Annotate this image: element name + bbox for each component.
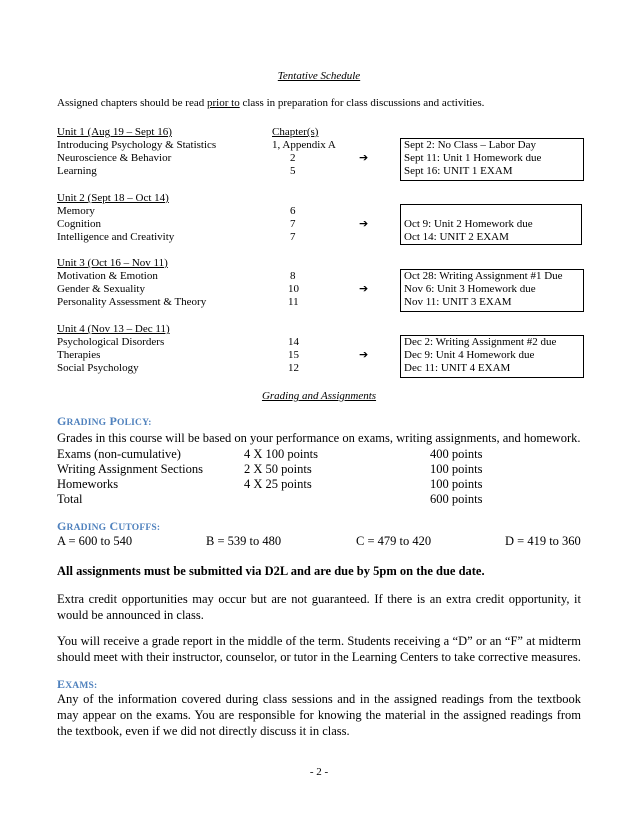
topic: Cognition	[57, 218, 102, 230]
schedule-title: Tentative Schedule	[277, 70, 361, 82]
heading-initial: G	[57, 519, 67, 533]
date-item: Sept 16: UNIT 1 EXAM	[404, 165, 513, 177]
schedule-intro	[57, 97, 484, 110]
chapter: 1, Appendix A	[272, 139, 336, 151]
intro-after: class in preparation for class discussions and activities.	[239, 97, 485, 109]
topic: Introducing Psychology & Statistics	[57, 139, 217, 151]
exams-heading	[57, 677, 97, 692]
heading-rest: RADING	[66, 418, 107, 428]
chapter: 7	[290, 218, 296, 230]
page-number: - 2 -	[309, 766, 329, 778]
date-item: Sept 11: Unit 1 Homework due	[404, 152, 542, 164]
topic: Neuroscience & Behavior	[57, 152, 172, 164]
submission-note: All assignments must be submitted via D2L and are due by 5pm on the due date.	[57, 564, 485, 578]
exams-text: Any of the information covered during class sessions and in the assigned readings from the textbook may appear on the exams. You are responsible for knowing the material in the assigned readings from the textbook, even if we did not directly discuss it in class.	[57, 692, 581, 738]
dates-box	[400, 138, 584, 181]
right-arrow-icon: ➔	[359, 151, 369, 164]
intro-underlined: prior to	[207, 97, 240, 109]
topic: Memory	[57, 205, 95, 217]
cutoff-a: A = 600 to 540	[57, 534, 133, 548]
heading-initial: C	[109, 519, 119, 533]
chapter: 12	[288, 362, 299, 374]
right-arrow-icon: ➔	[359, 217, 369, 230]
chapter: 5	[290, 165, 296, 177]
date-item: Oct 14: UNIT 2 EXAM	[404, 231, 509, 243]
grading-policy-text: Grades in this course will be based on your performance on exams, writing assignments, and homework.	[57, 431, 581, 445]
date-item: Dec 9: Unit 4 Homework due	[404, 349, 535, 361]
chapter: 6	[290, 205, 296, 217]
date-item: Nov 6: Unit 3 Homework due	[404, 283, 536, 295]
chapters-header: Chapter(s)	[272, 126, 319, 138]
date-item: Sept 2: No Class – Labor Day	[404, 139, 536, 151]
dates-box	[400, 204, 582, 245]
date-item: Oct 28: Writing Assignment #1 Due	[404, 270, 563, 282]
grade-report-text: You will receive a grade report in the middle of the term. Students receiving a “D” or an “F” at midterm should meet with their instructor, counselor, or tutor in the Learning Centers to take corrective measures.	[57, 634, 581, 664]
grading-row-total: 100 points	[430, 477, 483, 491]
chapter: 11	[288, 296, 299, 308]
dates-box	[400, 269, 584, 312]
chapter: 8	[290, 270, 296, 282]
grading-row-total: 600 points	[430, 492, 483, 506]
date-item: Dec 11: UNIT 4 EXAM	[404, 362, 511, 374]
grading-cutoffs-heading	[57, 519, 160, 534]
heading-rest: UTOFFS:	[118, 523, 161, 533]
grading-row-label: Homeworks	[57, 477, 119, 491]
heading-initial: P	[109, 414, 118, 428]
date-item: Nov 11: UNIT 3 EXAM	[404, 296, 512, 308]
topic: Personality Assessment & Theory	[57, 296, 207, 308]
grading-row-total: 400 points	[430, 447, 483, 461]
chapter: 10	[288, 283, 299, 295]
right-arrow-icon: ➔	[359, 348, 369, 361]
heading-rest: OLICY:	[117, 418, 152, 428]
topic: Intelligence and Creativity	[57, 231, 175, 243]
grading-row-label: Total	[57, 492, 83, 506]
topic: Gender & Sexuality	[57, 283, 145, 295]
extra-credit-text: Extra credit opportunities may occur but are not guaranteed. If there is an extra credit opportunity, it would be announced in class.	[57, 592, 581, 622]
unit-title: Unit 4 (Nov 13 – Dec 11)	[57, 323, 170, 335]
right-arrow-icon: ➔	[359, 282, 369, 295]
intro-before: Assigned chapters should be read	[57, 97, 207, 109]
grading-title: Grading and Assignments	[261, 390, 377, 402]
chapter: 7	[290, 231, 296, 243]
unit-title: Unit 2 (Sept 18 – Oct 14)	[57, 192, 169, 204]
topic: Motivation & Emotion	[57, 270, 158, 282]
grading-row-calc: 4 X 100 points	[244, 447, 318, 461]
heading-rest: XAMS:	[65, 681, 98, 691]
date-item: Oct 9: Unit 2 Homework due	[404, 218, 533, 230]
cutoff-c: C = 479 to 420	[356, 534, 432, 548]
heading-initial: E	[57, 677, 66, 691]
grading-policy-heading	[57, 414, 152, 429]
cutoff-d: D = 419 to 360	[505, 534, 581, 548]
chapter: 14	[288, 336, 299, 348]
grading-row-total: 100 points	[430, 462, 483, 476]
grading-row-calc: 2 X 50 points	[244, 462, 312, 476]
unit-title: Unit 3 (Oct 16 – Nov 11)	[57, 257, 168, 269]
date-item: Dec 2: Writing Assignment #2 due	[404, 336, 557, 348]
unit-title: Unit 1 (Aug 19 – Sept 16)	[57, 126, 172, 138]
heading-initial: G	[57, 414, 67, 428]
chapter: 15	[288, 349, 299, 361]
topic: Learning	[57, 165, 97, 177]
grading-row-calc: 4 X 25 points	[244, 477, 312, 491]
chapter: 2	[290, 152, 296, 164]
topic: Social Psychology	[57, 362, 139, 374]
heading-rest: RADING	[66, 523, 107, 533]
grading-row-label: Writing Assignment Sections	[57, 462, 204, 476]
topic: Therapies	[57, 349, 101, 361]
dates-box	[400, 335, 584, 378]
cutoff-b: B = 539 to 480	[206, 534, 282, 548]
topic: Psychological Disorders	[57, 336, 165, 348]
grading-row-label: Exams (non-cumulative)	[57, 447, 181, 461]
